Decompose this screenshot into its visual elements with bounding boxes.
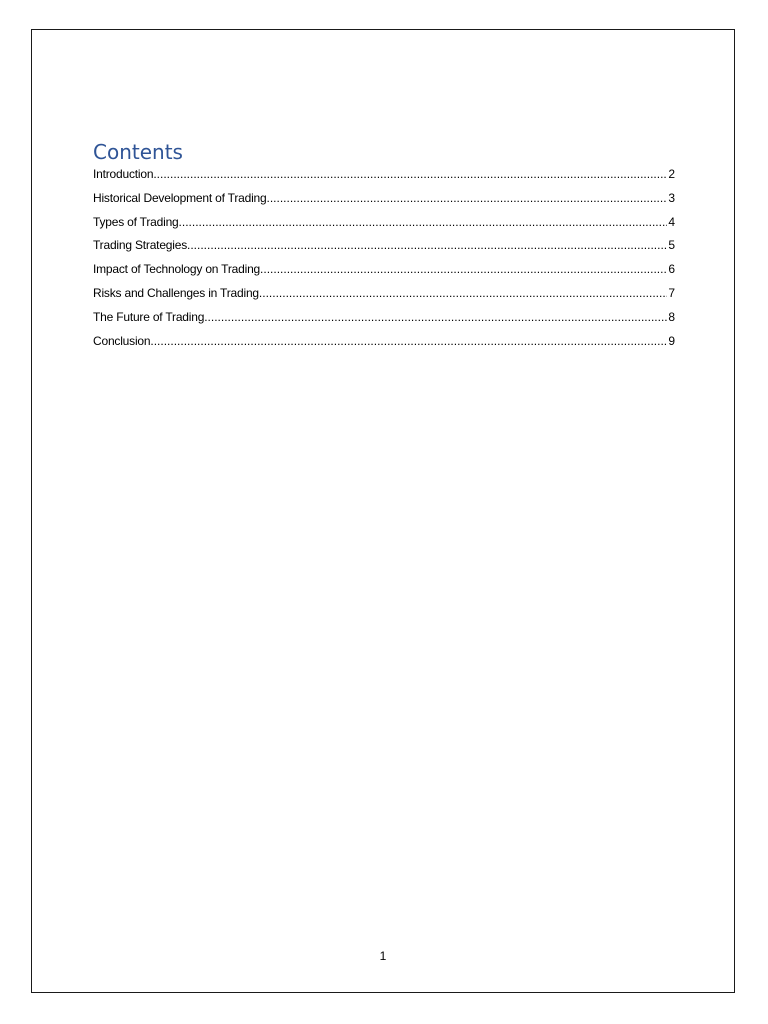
toc-dot-leader (266, 188, 667, 208)
toc-entry-page[interactable]: 3 (668, 190, 675, 205)
toc-entry-title[interactable]: Historical Development of Trading (93, 190, 267, 205)
toc-entry-title[interactable]: The Future of Trading (93, 309, 205, 324)
toc-dot-leader (150, 331, 667, 351)
toc-entry[interactable] (93, 235, 675, 259)
toc-entry-title[interactable]: Introduction (93, 167, 154, 181)
toc-dot-leader (204, 307, 667, 327)
toc-dot-leader (187, 235, 667, 255)
toc-entry[interactable] (93, 212, 675, 236)
toc-entry-title[interactable]: Risks and Challenges in Trading (93, 285, 259, 300)
toc-entry[interactable] (93, 331, 675, 355)
toc-entry[interactable] (93, 259, 675, 283)
toc-entry-title[interactable]: Types of Trading (93, 214, 179, 229)
toc-heading: Contents (93, 140, 183, 164)
document-page (31, 29, 735, 993)
toc-entry-title[interactable]: Trading Strategies (93, 238, 188, 253)
toc-entry-page[interactable]: 6 (668, 262, 675, 277)
toc-entry[interactable] (93, 188, 675, 212)
toc-dot-leader (259, 283, 667, 303)
toc-entry[interactable] (93, 283, 675, 307)
toc-entry[interactable] (93, 307, 675, 331)
toc-entry-page[interactable]: 4 (668, 214, 675, 229)
toc-dot-leader (260, 259, 667, 279)
toc-entry-page[interactable]: 9 (668, 333, 675, 348)
toc-entry-page[interactable]: 2 (668, 167, 675, 181)
toc-entry-title[interactable]: Impact of Technology on Trading (93, 262, 261, 277)
toc-entry[interactable] (93, 164, 675, 188)
toc-entry-page[interactable]: 5 (668, 238, 675, 253)
toc-entry-title[interactable]: Conclusion (93, 333, 151, 348)
toc-entry-page[interactable]: 7 (668, 285, 675, 300)
toc-dot-leader (179, 212, 668, 232)
table-of-contents (93, 164, 675, 354)
toc-entry-page[interactable]: 8 (668, 309, 675, 324)
toc-dot-leader (153, 164, 667, 184)
page-number: 1 (379, 949, 387, 963)
